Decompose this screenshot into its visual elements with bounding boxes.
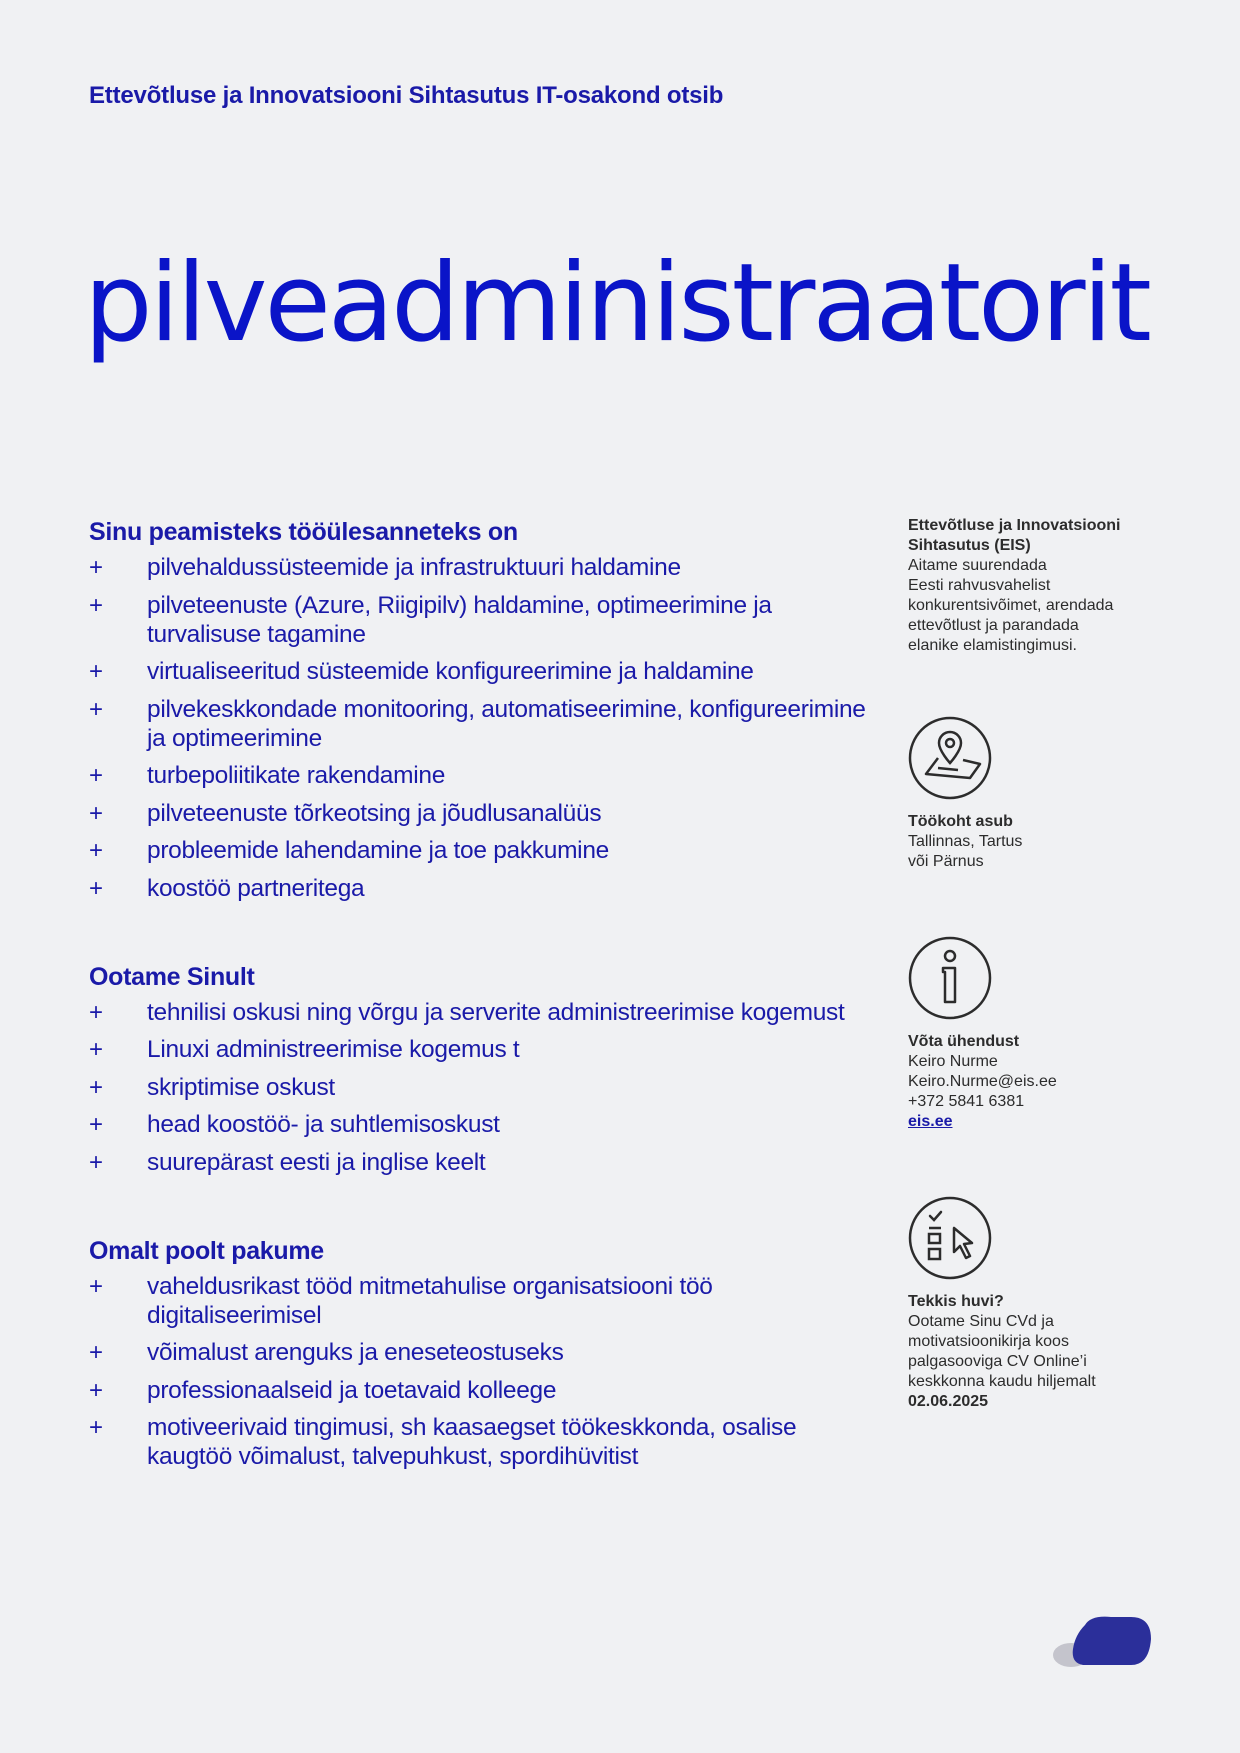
plus-bullet: + [89,695,103,723]
list-item [89,1035,869,1064]
apply-line: keskkonna kaudu hiljemalt [908,1373,1096,1390]
plus-bullet: + [89,1111,103,1138]
contact-heading: Võta ühendust [908,1033,1020,1050]
section-heading: Sinu peamisteks tööülesanneteks on [89,518,518,546]
location-line: Tallinnas, Tartus [908,833,1023,850]
list-item-text: pilveteenuste (Azure, Riigipilv) haldamine, optimeerimine ja turvalisuse tagamine [147,591,772,648]
intro-text: Ettevõtluse ja Innovatsiooni Sihtasutus IT-osakond otsib [89,82,724,109]
apply-info [908,1196,1158,1412]
plus-bullet: + [89,799,103,827]
list-item [89,1413,869,1471]
contact-name: Keiro Nurme [908,1053,998,1070]
plus-bullet: + [89,1376,103,1404]
task-list [89,553,869,903]
website-link[interactable]: eis.ee [908,1113,953,1130]
org-name: Ettevõtluse ja Innovatsiooni [908,517,1121,534]
section-heading: Ootame Sinult [89,962,255,991]
apply-line: motivatsioonikirja koos [908,1333,1069,1350]
org-name: Sihtasutus (EIS) [908,537,1031,554]
list-item [89,657,869,686]
apply-line: palgasooviga CV Online’i [908,1353,1087,1370]
list-item [89,836,869,865]
contact-phone[interactable]: +372 5841 6381 [908,1093,1025,1110]
logo-main-shape [1073,1617,1151,1665]
list-item [89,1073,869,1102]
apply-line: Ootame Sinu CVd ja [908,1313,1054,1330]
list-item [89,1338,869,1367]
list-item [89,761,869,790]
section-heading: Omalt poolt pakume [89,1236,324,1265]
list-item-text: virtualiseeritud süsteemide konfigureerimine ja haldamine [147,658,754,685]
contact-info [908,936,1158,1132]
org-desc-line: ettevõtlust ja parandada [908,617,1079,634]
list-item-text: professionaalseid ja toetavaid kolleege [147,1376,557,1404]
list-item [89,1110,869,1139]
info-icon [908,936,992,1020]
section-requirements [89,963,869,1177]
list-item-text: pilveteenuste tõrkeotsing ja jõudlusanalüüs [147,799,602,827]
list-item [89,1148,869,1177]
list-item-text: suurepärast eesti ja inglise keelt [147,1148,486,1176]
location-map-icon [908,716,992,800]
main-content [89,518,869,1531]
plus-bullet: + [89,998,103,1026]
plus-bullet: + [89,1036,103,1063]
plus-bullet: + [89,1073,103,1101]
offer-list [89,1272,869,1472]
checklist-cursor-icon [908,1196,992,1280]
contact-email[interactable]: Keiro.Nurme@eis.ee [908,1073,1057,1090]
list-item-text: Linuxi administreerimise kogemus t [147,1036,520,1063]
section-tasks [89,518,869,903]
org-info [908,516,1158,656]
location-heading: Töökoht asub [908,813,1013,830]
list-item [89,874,869,903]
plus-bullet: + [89,874,103,902]
list-item-text: head koostöö- ja suhtlemisoskust [147,1111,500,1138]
list-item-text: probleemide lahendamine ja toe pakkumine [147,837,609,864]
page-title: pilveadministraatorit [84,241,1149,366]
list-item [89,1272,869,1330]
list-item-text: turbepoliitikate rakendamine [147,762,446,789]
org-desc-line: Eesti rahvusvahelist [908,577,1051,594]
location-info [908,716,1158,872]
list-item-text: pilvekeskkondade monitooring, automatiseerimine, konfigureerimine ja optimeerimine [147,695,866,752]
list-item-text: pilvehaldussüsteemide ja infrastruktuuri haldamine [147,554,681,581]
plus-bullet: + [89,1414,103,1441]
eis-logo [1053,1615,1153,1671]
requirement-list [89,998,869,1177]
org-desc-line: Aitame suurendada [908,557,1047,574]
plus-bullet: + [89,1339,103,1366]
plus-bullet: + [89,591,103,619]
list-item [89,1376,869,1405]
plus-bullet: + [89,837,103,864]
org-desc-line: konkurentsivõimet, arendada [908,597,1114,614]
list-item-text: koostöö partneritega [147,874,365,902]
list-item-text: skriptimise oskust [147,1073,335,1101]
list-item [89,553,869,582]
list-item [89,998,869,1027]
plus-bullet: + [89,762,103,789]
section-offer [89,1237,869,1472]
list-item-text: motiveerivaid tingimusi, sh kaasaegset töökeskkonda, osalise kaugtöö võimalust, talvepuhkust, spordihüvitist [147,1414,797,1470]
apply-deadline: 02.06.2025 [908,1393,989,1410]
plus-bullet: + [89,1148,103,1176]
plus-bullet: + [89,554,103,581]
list-item-text: vaheldusrikast tööd mitmetahulise organisatsiooni töö digitaliseerimisel [147,1272,713,1329]
plus-bullet: + [89,658,103,685]
list-item [89,591,869,649]
list-item [89,799,869,828]
apply-heading: Tekkis huvi? [908,1293,1004,1310]
plus-bullet: + [89,1272,103,1300]
list-item [89,695,869,753]
org-desc-line: elanike elamistingimusi. [908,637,1077,654]
location-line: või Pärnus [908,853,984,870]
list-item-text: tehnilisi oskusi ning võrgu ja serverite administreerimise kogemust [147,998,845,1026]
list-item-text: võimalust arenguks ja eneseteostuseks [147,1339,564,1366]
